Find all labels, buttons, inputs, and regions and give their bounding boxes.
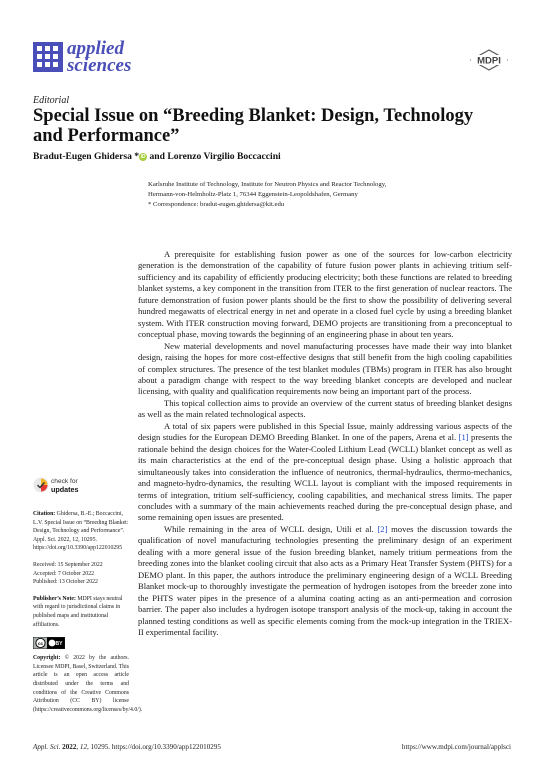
journal-header [33,40,511,82]
body-paragraph: A prerequisite for establishing fusion power as one of the sources for low-carbon electricity generation is the demonstration of the capability of future fusion power plants in achieving tritium self-sufficiency and its capability of efficiently producing electricity; both these functions are related to breeding blanket systems, a key component in the transition from ITER to the first generation of nuclear reactors. The future demonstration of fusion power plants should be the first to show the possibility of delivering several hundred megawatts of electrical energy in net and operate in a closed fuel cycle by using a breeding blanket system. With ITER construction moving forward, DEMO projects are transitioning from a preconceptual to conceptual phase, moving towards the beginning of an engineering phase in about ten years. [138,249,512,340]
author-separator: and [147,151,168,162]
journal-name-line2: sciences [67,55,132,76]
accepted-date: Accepted: 7 October 2022 [33,570,95,577]
affiliation-line: Karlsruhe Institute of Technology, Institute for Neutron Physics and Reactor Technology, [148,181,387,188]
copyright-text: © 2022 by the authors. Licensee MDPI, Basel, Switzerland. This article is an open access article distributed under the terms and conditions of the Creative Commons Attribution (CC BY) license (https://creativecommons.org/licenses/by/4.0/). [33,655,143,713]
journal-name-line1: applied [67,38,124,59]
footer-article-number: , 10295. [87,743,111,751]
body-paragraph: This topical collection aims to provide an overview of the current status of breeding blanket designs as well as the main related technological aspects. [138,397,512,420]
dates-block [33,561,129,587]
citation-block [33,510,129,553]
footer-journal-abbr: Appl. Sci. [33,743,61,751]
mdpi-logo-icon [467,48,511,72]
publisher-note [33,595,129,629]
copyright-block [33,654,143,714]
copyright-label: Copyright: [33,655,61,662]
footer-doi-link[interactable]: https://doi.org/10.3390/app122010295 [111,743,221,751]
applied-sciences-logo-icon [33,42,63,72]
body-paragraph [138,421,512,524]
reference-link[interactable]: [1] [458,432,469,443]
footer-year: 2022 [62,743,77,751]
corresponding-mark: * [131,151,140,162]
publisher-note-text: MDPI stays neutral with regard to jurisdictional claims in published maps and institutional affiliations. [33,595,123,628]
check-for-updates-badge[interactable] [33,476,129,500]
reference-link[interactable]: [2] [377,523,388,534]
author-list [33,151,281,162]
author-name[interactable]: Lorenzo Virgilio Boccaccini [167,151,281,162]
citation-text[interactable]: Ghidersa, B.-E.; Boccaccini, L.V. Special Issue on “Breeding Blanket: Design, Technology and Performance”. Appl. Sci. 2022, 12, 10295. https://doi.org/10.3390/app122010295 [33,511,129,552]
article-title: Special Issue on “Breeding Blanket: Design, Technology and Performance” [33,106,474,146]
svg-text:cc: cc [37,640,44,646]
updates-line: updates [51,484,79,494]
svg-text:BY: BY [55,641,63,648]
citation-label: Citation: [33,511,56,517]
article-sidebar [33,476,143,722]
article-body [138,249,512,638]
body-paragraph [138,524,512,639]
check-for-updates-text [51,478,79,494]
paragraph-text: A total of six papers were published in this Special Issue, mainly addressing various aspects of the design studies for the European DEMO Breeding Blanket. In one of the papers, Arena et al. [138,420,512,443]
published-date: Published: 13 October 2022 [33,579,98,586]
publisher-note-label: Publisher’s Note: [33,595,76,602]
cc-by-license-icon[interactable] [33,637,65,649]
check-for-updates-icon [33,477,49,493]
paragraph-text: While remaining in the area of WCLL design, Utili et al. [164,523,378,534]
article-type: Editorial [33,95,70,106]
orcid-icon[interactable]: iD [140,154,146,160]
body-paragraph: New material developments and novel manufacturing processes have made their way into blanket design, raising the hopes for more cost-effective designs that still benefit from the high cooling capabilities of complex structures. The presence of the test blanket modules (TBMs) program in ITER has also brought about a paradigm change with respect to the way breeding blanket concepts are developed and nuclear licensing, with quality and qualification requirements now being an important part of the process. [138,340,512,397]
footer-citation: Appl. Sci. 2022, 12, 10295. https://doi.org/10.3390/app122010295 [33,743,221,751]
journal-name [67,40,131,74]
check-line: check for [51,478,78,485]
author-name[interactable]: Bradut-Eugen Ghidersa [33,151,132,162]
footer-volume: 12 [79,743,87,751]
paragraph-text: moves the discussion towards the qualification of novel manufacturing technologies presenting the preliminary design of an experiment dealing with a more general issue of the fusion breeding blanket, namely tritium permeations from the breeding zones into the blanket cooling circuit that also acts as a Primary Heat Transfer System (PHTS) for a DEMO plant. In this paper, the authors introduce the preliminary engineering design of a WCLL Breeding Blanket mock-up to thoroughly investigate the permeation of hydrogen isotopes from the breeder zone into the PHTS water pipes in the presence of a alumina coating acting as an anti-permeation and corrosion barrier. The paper also includes a hydrogen isotope transport analysis of the mock-up, taking in account the planned testing conditions as well as specific elements coming from the mock-up integration in the TRIEX-II experimental facility. [138,523,512,637]
affiliation-block [148,180,528,209]
paragraph-text: presents the rationale behind the design choices for the Water-Cooled Lithium Lead (WCLL) blanket concept as well as its main characteristics at the end of the pre-conceptual design phase. Using a holistic approach that simultaneously takes into consideration the influence of neutronics, thermal-hydraulics, thermo-mechanics, and magneto-hydro-dynamics, the resulting WCLL layout is compliant with the imposed requirements in terms of integration, tritium self-sufficiency, cooling capabilities, and mechanical stress limits. The paper concludes with a summary of the main achievements reached during the pre-conceptual design phase, and some remaining open issues are presented. [138,432,512,523]
mdpi-logo-text: MDPI [477,55,501,67]
correspondence-line: * Correspondence: bradut-eugen.ghidersa@kit.edu [148,200,285,208]
received-date: Received: 15 September 2022 [33,561,103,568]
affiliation-line: Hermann-von-Helmholtz-Platz 1, 76344 Eggenstein-Leopoldshafen, Germany [148,190,358,198]
footer-website-link[interactable]: https://www.mdpi.com/journal/applsci [401,743,511,751]
